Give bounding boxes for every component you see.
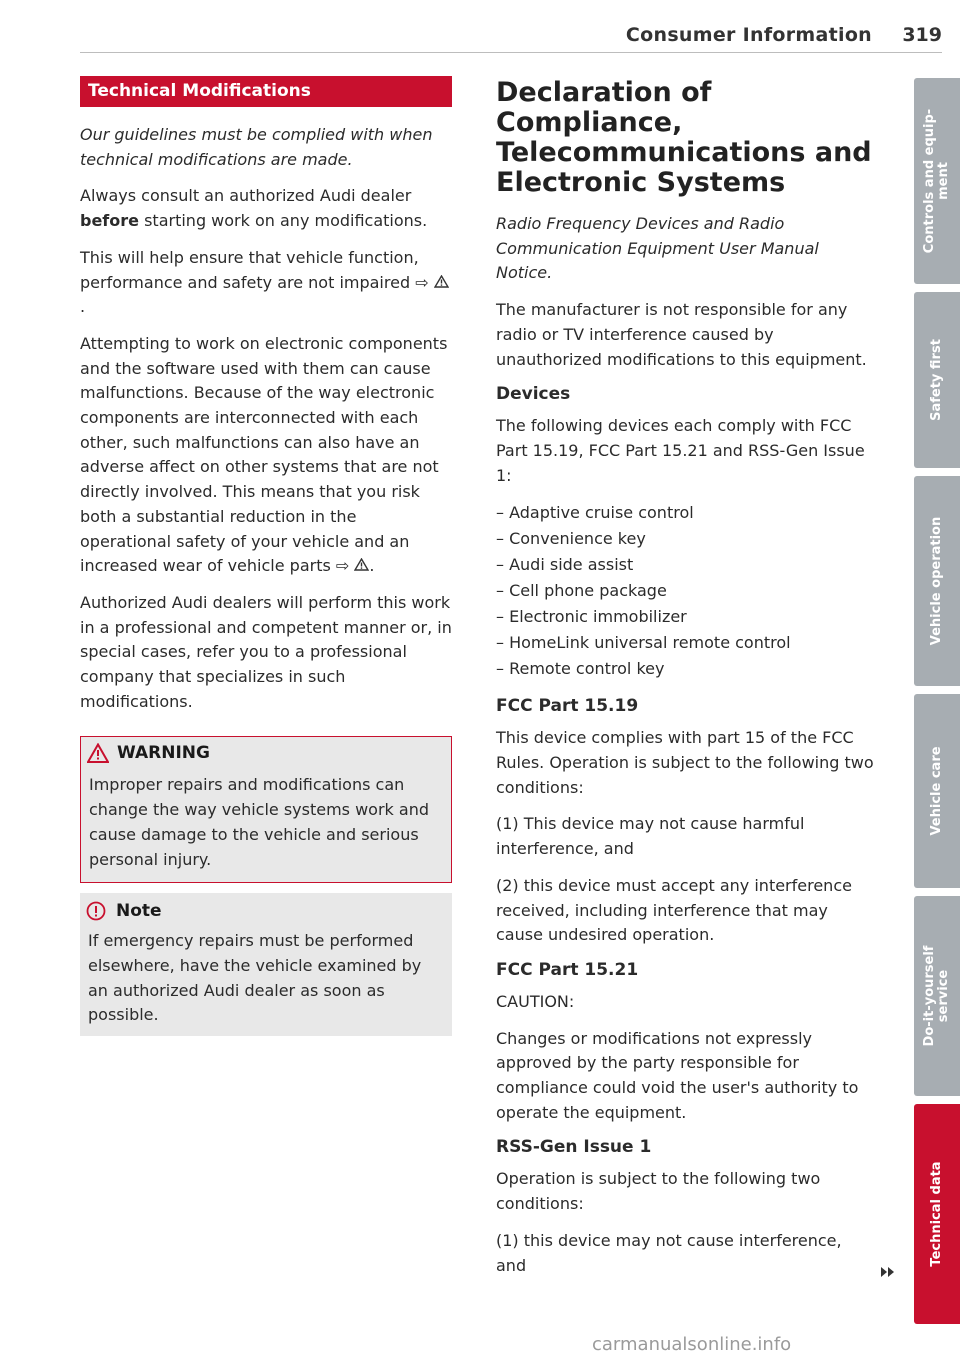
tab-vehicle-operation[interactable] bbox=[914, 476, 960, 686]
running-header bbox=[80, 24, 942, 53]
page-number: 319 bbox=[902, 24, 942, 46]
list-item: – Remote control key bbox=[496, 659, 665, 679]
tab-controls-and-equipment[interactable] bbox=[914, 78, 960, 284]
paragraph-electronics: Attempting to work on electronic components and the software used with them can cause malfunctions. Because of the way electronic components are interconnected with each other, such malfunctions can also have an adverse affect on other systems that are not directly involved. This means that you risk both a substantial reduction in the operational safety of your vehicle and an increased wear of vehicle parts ⇨ . bbox=[80, 333, 448, 576]
technical-modifications-heading: Technical Modifications bbox=[80, 76, 452, 107]
note-header bbox=[80, 893, 452, 927]
paragraph-dealer-post: starting work on any modifications. bbox=[139, 211, 428, 231]
left-column bbox=[80, 76, 452, 1036]
paragraph-function-text: This will help ensure that vehicle function, performance and safety are not impaired ⇨ bbox=[80, 247, 429, 292]
devices-heading: Devices bbox=[496, 384, 571, 405]
fcc-1519-heading: FCC Part 15.19 bbox=[496, 696, 639, 717]
note-title: Note bbox=[116, 901, 162, 922]
paragraph-electronics-text: Attempting to work on electronic components and the software used with them can cause malfunctions. Because of the way electronic components are interconnected with each other, such malfunctions can also have an adverse affect on other systems that are not directly involved. This means that you risk both a substantial reduction in the operational safety of your vehicle and an increased wear of vehicle parts ⇨ bbox=[80, 333, 448, 576]
fcc-1519-text: This device complies with part 15 of the FCC Rules. Operation is subject to the following two conditions: bbox=[496, 728, 874, 797]
warning-ref-icon bbox=[354, 558, 369, 571]
rf-intro: Radio Frequency Devices and Radio Communication Equipment User Manual Notice. bbox=[496, 214, 819, 283]
warning-triangle-icon bbox=[87, 743, 109, 763]
rss-gen-condition-1: (1) this device may not cause interference, and bbox=[496, 1230, 842, 1275]
section-title: Consumer Information bbox=[625, 24, 872, 46]
tab-label: Safety first bbox=[929, 339, 944, 421]
tab-do-it-yourself-service[interactable] bbox=[914, 896, 960, 1096]
devices-list bbox=[496, 500, 874, 682]
rss-gen-text: Operation is subject to the following two conditions: bbox=[496, 1169, 821, 1214]
note-text: If emergency repairs must be performed elsewhere, have the vehicle examined by an authorized Audi dealer as soon as possible. bbox=[88, 931, 422, 1025]
fcc-1521-heading: FCC Part 15.21 bbox=[496, 959, 639, 980]
note-box bbox=[80, 893, 452, 1036]
tab-label: Vehicle operation bbox=[929, 516, 944, 646]
watermark: carmanualsonline.info bbox=[592, 1334, 792, 1355]
declaration-title: Declaration of Compliance, Telecommunications and Electronic Systems bbox=[496, 77, 872, 198]
warning-title: WARNING bbox=[117, 743, 210, 764]
list-item: – Audi side assist bbox=[496, 555, 634, 575]
warning-ref-icon bbox=[434, 275, 449, 288]
list-item: – HomeLink universal remote control bbox=[496, 633, 791, 653]
list-item: – Adaptive cruise control bbox=[496, 503, 694, 523]
tab-safety-first[interactable] bbox=[914, 292, 960, 468]
list-item: – Cell phone package bbox=[496, 581, 667, 601]
fcc-1519-condition-1: (1) This device may not cause harmful interference, and bbox=[496, 814, 805, 859]
fcc-1519-condition-2: (2) this device must accept any interference received, including interference that may cause undesired operation. bbox=[496, 875, 852, 945]
list-item: – Convenience key bbox=[496, 529, 646, 549]
right-column bbox=[496, 76, 874, 1290]
tab-label: Do-it-yourself service bbox=[922, 945, 951, 1047]
tab-label: Technical data bbox=[929, 1161, 944, 1267]
warning-header bbox=[81, 737, 451, 769]
paragraph-dealer-bold: before bbox=[80, 211, 139, 231]
manufacturer-paragraph: The manufacturer is not responsible for any radio or TV interference caused by unauthorized modifications to this equipment. bbox=[496, 300, 867, 369]
tab-label: Vehicle care bbox=[929, 746, 944, 836]
tab-vehicle-care[interactable] bbox=[914, 694, 960, 888]
continue-arrow-icon bbox=[880, 1266, 896, 1278]
paragraph-function: This will help ensure that vehicle function, performance and safety are not impaired ⇨ . bbox=[80, 246, 452, 320]
fcc-1521-caution: CAUTION: bbox=[496, 991, 575, 1011]
warning-text: Improper repairs and modifications can change the way vehicle systems work and cause damage to the vehicle and serious personal injury. bbox=[89, 775, 429, 869]
fcc-1521-text: Changes or modifications not expressly approved by the party responsible for compliance could void the user's authority to operate the equipment. bbox=[496, 1028, 859, 1122]
intro-text: Our guidelines must be complied with when technical modifications are made. bbox=[80, 125, 433, 169]
paragraph-dealer-pre: Always consult an authorized Audi dealer bbox=[80, 186, 412, 206]
paragraph-dealer bbox=[80, 184, 452, 233]
tab-label: Controls and equip-ment bbox=[922, 108, 951, 254]
warning-box bbox=[80, 736, 452, 883]
tab-technical-data[interactable] bbox=[914, 1104, 960, 1324]
devices-text: The following devices each comply with FCC Part 15.19, FCC Part 15.21 and RSS-Gen Issue 1: bbox=[496, 416, 865, 485]
note-circle-icon bbox=[86, 901, 106, 921]
paragraph-dealers: Authorized Audi dealers will perform this work in a professional and competent manner or, in special cases, refer you to a professional company that specializes in such modifications. bbox=[80, 592, 452, 711]
rss-gen-heading: RSS-Gen Issue 1 bbox=[496, 1137, 652, 1158]
list-item: – Electronic immobilizer bbox=[496, 607, 687, 627]
